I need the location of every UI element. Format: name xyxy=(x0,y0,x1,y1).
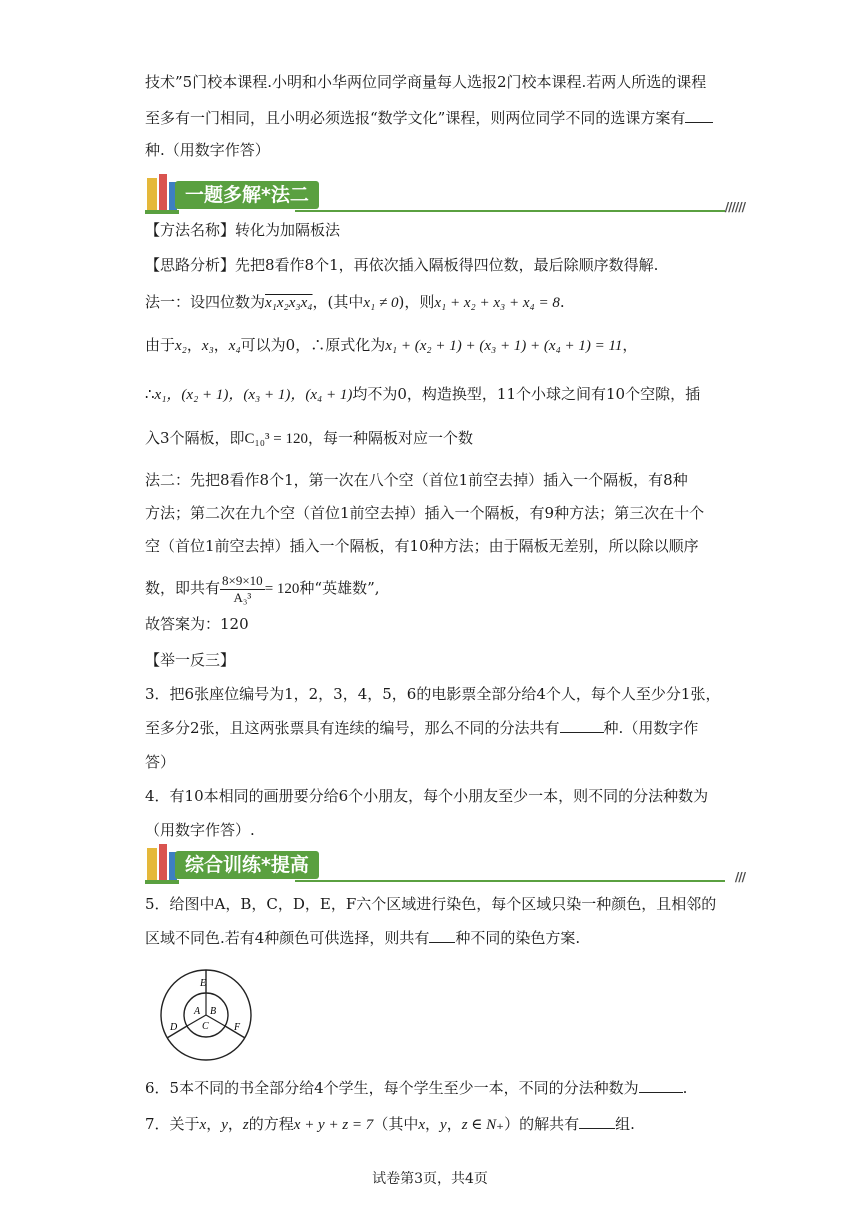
text: ， xyxy=(186,336,202,354)
text: )，则 xyxy=(398,293,435,311)
section-banner-yitiduojie xyxy=(145,172,745,216)
jyfs-heading: 【举一反三】 xyxy=(145,651,236,669)
text: ， xyxy=(622,336,638,354)
text: ， xyxy=(206,1115,222,1133)
text: . xyxy=(559,293,565,311)
fraction xyxy=(220,573,265,606)
answer-blank xyxy=(429,928,455,943)
q6-line xyxy=(145,1078,687,1098)
text: 法一：设四位数为 xyxy=(145,293,266,311)
ruler-pencil-icon xyxy=(145,842,179,886)
math-expr: x₁ + (x₂ + 1) + (x₃ + 1) + (x₄ + 1) = 11 xyxy=(385,338,623,354)
q5-line1: 5．给图中A，B，C，D，E，F六个区域进行染色，每个区域只染一种颜色，且相邻的 xyxy=(145,895,717,913)
region-label-c: C xyxy=(202,1021,209,1032)
answer-blank xyxy=(579,1114,615,1129)
text: 种.（用数字作 xyxy=(603,719,699,737)
text: 7．关于 xyxy=(145,1115,200,1133)
method2-line3: 空（首位1前空去掉）插入一个隔板，有10种方法；由于隔板无差别，所以除以顺序 xyxy=(145,537,699,555)
method1-line xyxy=(145,292,565,313)
text: ）的解共有 xyxy=(504,1115,580,1133)
text: 种不同的染色方案. xyxy=(455,929,581,947)
answer-blank xyxy=(685,108,713,123)
q4-line2: （用数字作答）. xyxy=(145,821,255,839)
method2-line1: 法二：先把8看作8个1，第一次在八个空（首位1前空去掉）插入一个隔板，有8种 xyxy=(145,471,688,489)
math-var: y xyxy=(440,1117,447,1133)
reason-line1 xyxy=(145,335,637,356)
math-expr: x + y + z = 7 xyxy=(293,1117,374,1133)
reason-line3 xyxy=(145,428,473,449)
p1-line2-text: 至多有一门相同，且小明必须选报“数学文化”课程，则两位同学不同的选课方案有 xyxy=(145,109,686,127)
text: 至多分2张，且这两张票具有连续的编号，那么不同的分法共有 xyxy=(145,719,560,737)
math-var: x xyxy=(199,1117,207,1133)
text: 区域不同色.若有4种颜色可供选择，则共有 xyxy=(145,929,430,947)
region-label-f: F xyxy=(234,1022,241,1033)
q3-line2 xyxy=(145,718,698,738)
banner-label: 一题多解*法二 xyxy=(175,181,319,209)
text: 种“英雄数”, xyxy=(299,579,380,597)
region-label-a: A xyxy=(194,1006,201,1017)
region-label-e: E xyxy=(200,978,207,989)
ruler-pencil-icon xyxy=(145,172,179,216)
fraction-denominator: A₃³ xyxy=(233,589,252,605)
banner-rule xyxy=(295,880,725,882)
math-expr: x₁，(x₂ + 1)，(x₃ + 1)，(x₄ + 1) xyxy=(154,387,353,403)
text: ，(其中 xyxy=(312,293,364,311)
math-expr: x₁ + x₂ + x₃ + x₄ = 8 xyxy=(434,295,560,311)
banner-rule xyxy=(295,210,725,212)
text: 数，即共有 xyxy=(145,579,221,597)
text: ， xyxy=(213,336,229,354)
method2-line2: 方法；第二次在九个空（首位1前空去掉）插入一个隔板，有9种方法；第三次在十个 xyxy=(145,504,705,522)
region-label-d: D xyxy=(170,1022,178,1033)
text: . xyxy=(682,1079,688,1097)
math-expr: = 120 xyxy=(264,581,300,597)
text: 均不为0，构造换型，11个小球之间有10个空隙，插 xyxy=(352,385,701,403)
math-expr: x₁ ≠ 0 xyxy=(363,295,399,311)
text: 6．5本不同的书全部分给4个学生，每个学生至少一本，不同的分法种数为 xyxy=(145,1079,639,1097)
text: （其中 xyxy=(373,1115,419,1133)
text: 可以为0，∴原式化为 xyxy=(240,336,386,354)
text: ∴ xyxy=(145,385,155,403)
text: ， xyxy=(446,1115,462,1133)
section-banner-zonghexunlian xyxy=(145,842,745,886)
math-expr: z ∈ N₊ xyxy=(461,1117,505,1133)
answer-blank xyxy=(639,1078,683,1093)
text: ，每一种隔板对应一个数 xyxy=(307,429,473,447)
region-diagram xyxy=(154,968,258,1062)
banner-slash-marks: /// xyxy=(734,870,745,884)
answer-blank xyxy=(560,718,604,733)
region-label-b: B xyxy=(210,1006,217,1017)
reason-line2 xyxy=(145,384,700,405)
banner-slash-marks: ////// xyxy=(724,200,745,214)
p1-line2 xyxy=(145,108,713,128)
text: 组. xyxy=(615,1115,635,1133)
text: ， xyxy=(425,1115,441,1133)
math-var: z xyxy=(242,1117,249,1133)
method2-line4 xyxy=(145,570,380,607)
method-analysis: 【思路分析】先把8看作8个1，再依次插入隔板得四位数，最后除顺序数得解. xyxy=(145,256,659,274)
q3-line3: 答） xyxy=(145,753,176,771)
answer-line: 故答案为：120 xyxy=(145,615,249,633)
q7-line xyxy=(145,1114,635,1135)
math-expr: x₄ xyxy=(228,338,241,354)
math-var: x xyxy=(418,1117,425,1133)
text: ， xyxy=(227,1115,243,1133)
math-expr: C₁₀³ = 120 xyxy=(244,431,308,447)
q4-line1: 4．有10本相同的画册要分给6个小朋友，每个小朋友至少一本，则不同的分法种数为 xyxy=(145,787,709,805)
page-footer: 试卷第3页，共4页 xyxy=(372,1171,488,1187)
p1-line1: 技术”5门校本课程.小明和小华两位同学商量每人选报2门校本课程.若两人所选的课程 xyxy=(145,73,707,91)
math-var: y xyxy=(221,1117,228,1133)
p1-line3: 种.（用数字作答） xyxy=(145,141,270,159)
text: 由于 xyxy=(145,336,176,354)
q5-line2 xyxy=(145,928,580,948)
text: 的方程 xyxy=(248,1115,294,1133)
fraction-numerator: 8×9×10 xyxy=(222,572,263,588)
math-expr: x₂ xyxy=(175,338,187,354)
q3-line1: 3．把6张座位编号为1，2，3，4，5，6的电影票全部分给4个人，每个人至少分1张， xyxy=(145,685,721,703)
method-name: 【方法名称】转化为加隔板法 xyxy=(145,221,341,239)
math-expr: x₃ xyxy=(201,338,214,354)
banner-label: 综合训练*提高 xyxy=(175,851,319,879)
overline-number: x₁x₂x₃x₄ xyxy=(265,295,313,311)
text: 入3个隔板，即 xyxy=(145,429,245,447)
